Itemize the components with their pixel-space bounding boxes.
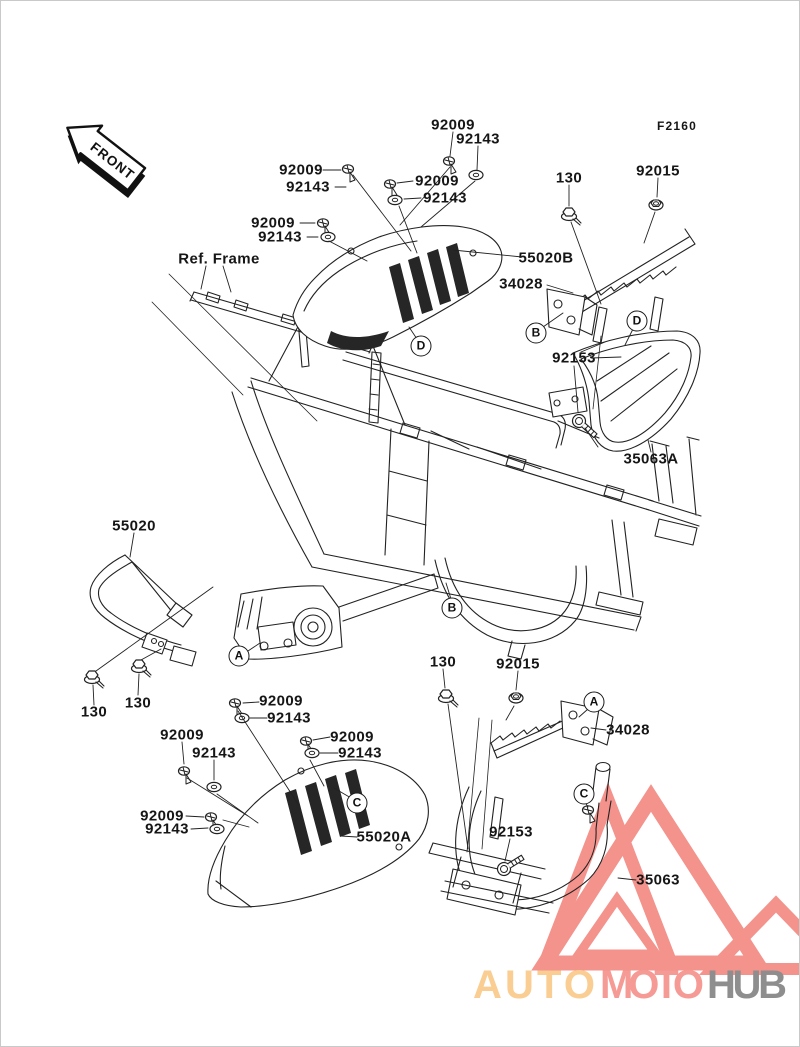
part-label: F2160 <box>656 119 698 133</box>
washer-icon <box>207 782 221 791</box>
part-label: 92009 <box>330 728 374 746</box>
nut-icon <box>649 200 663 210</box>
part-label: 92015 <box>636 162 680 180</box>
nut-icon <box>509 693 523 703</box>
part-label: 92143 <box>258 228 302 246</box>
front-direction-arrow <box>54 110 153 201</box>
part-label: 92153 <box>489 823 533 841</box>
washer-icon <box>305 748 319 757</box>
front-label: FRONT <box>87 139 138 183</box>
flange-bolt-icon <box>85 671 105 688</box>
part-label: 34028 <box>499 275 543 293</box>
part-label: 92153 <box>552 349 596 367</box>
part-label: 92143 <box>423 189 467 207</box>
part-label: 92143 <box>192 744 236 762</box>
screw-icon <box>385 180 398 197</box>
footrest-upper-34028 <box>547 229 695 335</box>
part-label: 92009 <box>140 807 184 825</box>
part-label: 92009 <box>259 692 303 710</box>
part-label: 92143 <box>267 709 311 727</box>
callout-letter: B <box>442 598 463 619</box>
part-label: 130 <box>80 703 108 721</box>
part-label: Ref. Frame <box>178 250 260 268</box>
part-label: 92143 <box>338 744 382 762</box>
part-label: 92015 <box>496 655 540 673</box>
screw-icon <box>179 767 192 784</box>
callout-letter: A <box>229 646 250 667</box>
part-label: 35063 <box>636 871 680 889</box>
part-label: 92143 <box>456 130 500 148</box>
washer-icon <box>469 170 483 179</box>
callout-letter: C <box>347 793 368 814</box>
frame-line-art <box>152 274 701 852</box>
part-label: 92143 <box>286 178 330 196</box>
washer-icon <box>388 195 402 204</box>
part-label: 92009 <box>279 161 323 179</box>
part-label: 130 <box>555 169 583 187</box>
part-label: 130 <box>429 653 457 671</box>
part-label: 55020A <box>356 828 412 846</box>
part-label: 34028 <box>606 721 650 739</box>
callout-letter: D <box>627 311 648 332</box>
part-label: 92009 <box>251 214 295 232</box>
screw-icon <box>583 806 596 823</box>
callout-letter: C <box>574 784 595 805</box>
logo-wordmark: AUTO MOTOHUB <box>473 963 787 1007</box>
flange-bolt-icon <box>132 660 152 677</box>
guard-55020B <box>293 226 502 351</box>
part-label: 55020B <box>518 249 574 267</box>
socket-bolt-icon <box>570 412 600 441</box>
part-label: 92009 <box>415 172 459 190</box>
washer-icon <box>321 232 335 241</box>
part-label: 35063A <box>623 450 679 468</box>
washer-icon <box>210 824 224 833</box>
callout-letter: B <box>526 323 547 344</box>
screw-icon <box>343 165 356 182</box>
part-label: 92009 <box>160 726 204 744</box>
callout-letter: D <box>411 336 432 357</box>
part-label: 92143 <box>145 820 189 838</box>
callout-letter: A <box>584 692 605 713</box>
part-label: 55020 <box>112 517 156 535</box>
part-label: 92009 <box>431 116 475 134</box>
screw-icon <box>444 157 457 174</box>
part-label: 130 <box>124 694 152 712</box>
